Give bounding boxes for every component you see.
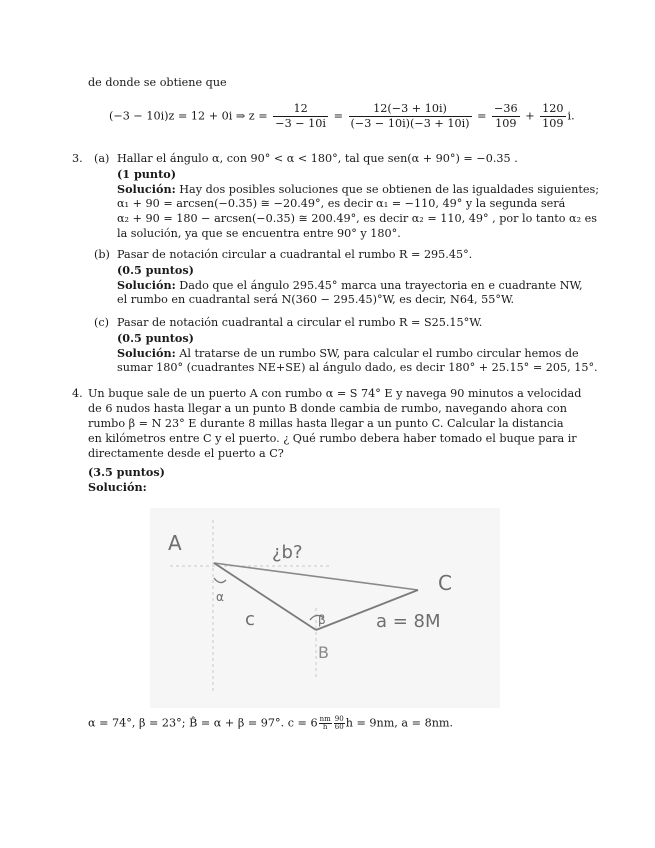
q3b-points: (0.5 puntos) <box>117 263 194 277</box>
q4-number: 4. <box>72 387 83 400</box>
sketch-label-B: B <box>318 643 329 662</box>
q3c-points: (0.5 puntos) <box>117 331 194 345</box>
q3c-solution-line: sumar 180° (cuadrantes NE+SE) al ángulo dado, es decir 180° + 25.15° = 205, 15°. <box>117 361 598 374</box>
sketch-label-alpha: α <box>216 590 224 604</box>
eq-frac-2: $\frac{12(-3 + 10i)}{(-3 - 10i)(-3 + 10i)}$ <box>350 102 470 130</box>
q4-text-line: Un buque sale de un puerto A con rumbo α = S 74° E y navega 90 minutos a velocidad <box>88 387 582 400</box>
q3a-solution-line: α₁ + 90 = arcsen(−0.35) ≅ −20.49°, es decir α₁ = −110, 49° y la segunda será <box>117 197 566 210</box>
q3c-text: Pasar de notación cuadrantal a circular el rumbo R = S25.15°W. <box>117 316 483 329</box>
q3a-text: Hallar el ángulo α, con 90° < α < 180°, tal que sen(α + 90°) = −0.35 . <box>117 152 518 165</box>
eq-plus: + <box>525 109 535 123</box>
sketch-label-a: a = 8M <box>376 611 441 632</box>
q3b-text: Pasar de notación circular a cuadrantal el rumbo R = 295.45°. <box>117 248 473 261</box>
q4-points: (3.5 puntos) <box>88 465 165 479</box>
q4-text-line: rumbo β = N 23° E durante 8 millas hasta llegar a un punto C. Calcular la distancia <box>88 417 564 430</box>
eq-lhs: (−3 − 10i)z = 12 + 0i ⇒ z = <box>109 109 268 123</box>
q3-number: 3. <box>72 152 83 165</box>
q3b-label: (b) <box>94 248 110 261</box>
sketch-label-b: ¿b? <box>272 542 303 563</box>
q4-text-line: en kilómetros entre C y el puerto. ¿ Qué rumbo debera haber tomado el buque para ir <box>88 432 577 445</box>
eq-tail: i. <box>567 109 575 123</box>
units-fraction: $\frac{nm}{h}$ <box>319 715 331 731</box>
q3a-solution-line: Solución: Hay dos posibles soluciones que se obtienen de las igualdades siguientes; <box>117 182 599 196</box>
q3a-points: (1 punto) <box>117 167 176 181</box>
sketch-label-beta: β <box>318 613 326 627</box>
sketch-label-A: A <box>168 531 182 555</box>
eq-frac-1: $\frac{12}{-3 - 10i}$ <box>275 102 326 130</box>
eq-frac-3: $\frac{-36}{109}$ <box>494 102 518 130</box>
q3c-label: (c) <box>94 316 109 329</box>
sketch-label-C: C <box>438 571 452 595</box>
q3b-solution-line: Solución: Dado que el ángulo 295.45° marca una trayectoria en e cuadrante NW, <box>117 278 583 292</box>
q3a-solution-line: la solución, ya que se encuentra entre 90° y 180°. <box>117 227 401 240</box>
final-computation: α = 74°, β = 23°; B̂ = α + β = 97°. c = 6 $\frac{nm}{h}$ $\frac{90}{60}$ h = 9nm, a = 8nm. <box>88 715 454 731</box>
q3c-solution-line: Solución: Al tratarse de un rumbo SW, para calcular el rumbo circular hemos de <box>117 346 579 360</box>
triangle-sketch <box>150 508 500 708</box>
equation-complex-division <box>109 102 575 131</box>
eq-sign: = <box>477 109 487 123</box>
sketch-background <box>150 508 500 708</box>
eq-frac-4: $\frac{120}{109}$ <box>542 102 564 130</box>
q4-text-line: directamente desde el puerto a C? <box>88 447 284 460</box>
q3a-label: (a) <box>94 152 110 165</box>
q4-solution-label: Solución: <box>88 480 147 494</box>
q3a-solution-line: α₂ + 90 = 180 − arcsen(−0.35) ≅ 200.49°, es decir α₂ = 110, 49° , por lo tanto α₂ es <box>117 212 598 225</box>
intro-text: de donde se obtiene que <box>88 76 227 89</box>
eq-sign: = <box>333 109 343 123</box>
q3b-solution-line: el rumbo en cuadrantal será N(360 − 295.45)°W, es decir, N64, 55°W. <box>117 293 515 306</box>
q4-text-line: de 6 nudos hasta llegar a un punto B donde cambia de rumbo, navegando ahora con <box>88 402 567 415</box>
sketch-label-c: c <box>245 609 255 630</box>
time-fraction: $\frac{90}{60}$ <box>334 715 344 731</box>
